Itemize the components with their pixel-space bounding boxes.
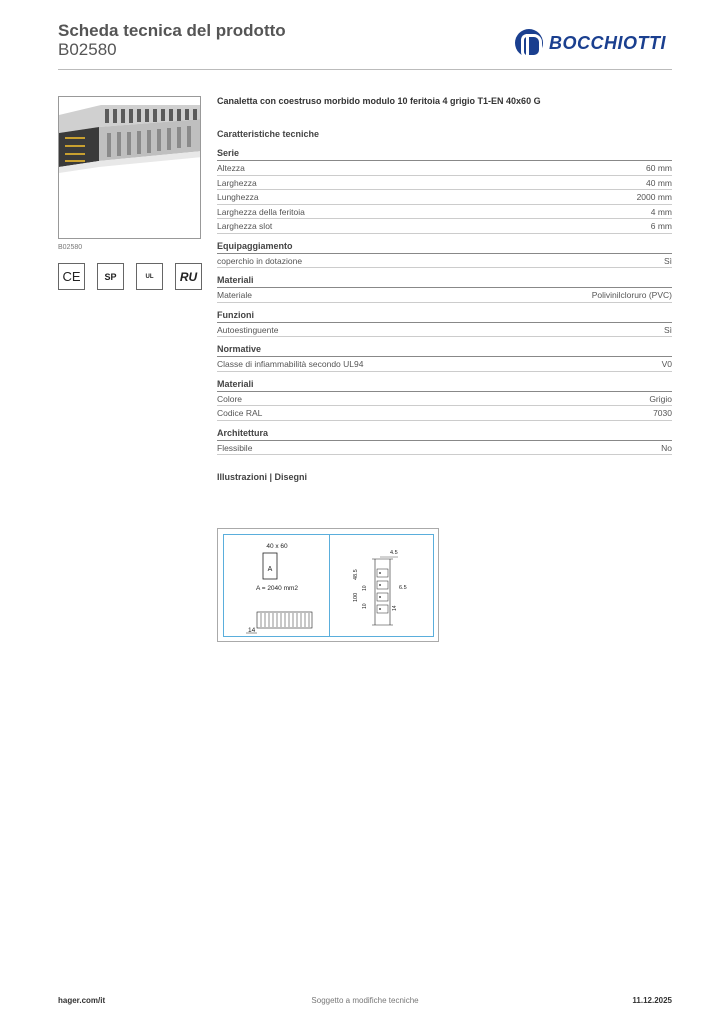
spec-label: Autoestinguente (217, 324, 279, 335)
spec-group-title: Normative (217, 343, 672, 357)
spec-group (217, 274, 672, 303)
spec-value: 2000 mm (636, 192, 672, 202)
dim-total: 100 (353, 592, 359, 602)
spec-group-title: Equipaggiamento (217, 240, 672, 254)
dim-h1: 48.5 (353, 569, 359, 580)
spec-value: 60 mm (646, 163, 672, 173)
dim-small: 10 (362, 603, 368, 609)
ul-listed-icon: UL (136, 263, 163, 290)
spec-row (217, 441, 672, 456)
spec-value: V0 (661, 359, 672, 369)
cable-duct-icon (59, 97, 201, 239)
spec-group (217, 309, 672, 338)
spec-row (217, 219, 672, 234)
spec-row (217, 205, 672, 220)
drawing-size-label: 40 x 60 (266, 543, 288, 550)
spec-group-title: Serie (217, 147, 672, 161)
spec-panel (217, 96, 672, 482)
spec-label: Larghezza slot (217, 221, 273, 231)
spec-label: coperchio in dotazione (217, 255, 303, 266)
spec-row (217, 323, 672, 338)
spec-label: Larghezza (217, 177, 257, 188)
image-caption: B02580 (58, 244, 83, 251)
spec-label: Materiale (217, 290, 252, 300)
spec-row (217, 288, 672, 303)
cross-section-icon (224, 535, 331, 638)
ul-recognized-icon: RU (175, 263, 202, 290)
footer-website[interactable]: hager.com/it (58, 996, 106, 1005)
cross-section-drawing (223, 534, 330, 637)
ce-mark-icon: CE (58, 263, 85, 290)
spec-groups (217, 147, 672, 455)
illustrations-title: Illustrazioni | Disegni (217, 472, 308, 482)
csa-mark-icon: SP (97, 263, 124, 290)
certification-marks (58, 263, 214, 290)
spec-label: Flessibile (217, 442, 253, 453)
spec-group-title: Funzioni (217, 309, 672, 323)
drawings-panel (217, 528, 439, 642)
spec-label: Colore (217, 393, 243, 404)
spec-value: Polivinilcloruro (PVC) (591, 290, 672, 300)
product-description: Canaletta con coestruso morbido modulo 10 feritoia 4 grigio T1-EN 40x60 G (217, 96, 541, 106)
drawing-area-label: A = 2040 mm2 (255, 585, 299, 592)
spec-row (217, 161, 672, 176)
spec-group (217, 378, 672, 421)
dim-mid: 6.5 (399, 585, 407, 591)
spec-label: Classe di infiammabilità secondo UL94 (217, 359, 364, 369)
spec-group (217, 240, 672, 269)
drawing-slot-label: 14 (248, 627, 256, 634)
spec-row (217, 357, 672, 372)
spec-label: Lunghezza (217, 192, 259, 202)
footer-date: 11.12.2025 (632, 996, 672, 1005)
brand-name: BOCCHIOTTI (549, 32, 666, 53)
spec-group-title: Architettura (217, 427, 672, 441)
spec-group (217, 427, 672, 456)
section-title: Caratteristiche tecniche (217, 129, 320, 139)
dim-top: 4.5 (390, 550, 398, 556)
drawing-section-letter: A (267, 566, 273, 573)
spec-label: Altezza (217, 163, 245, 173)
dim-bottom: 10 (362, 585, 368, 591)
spec-label: Codice RAL (217, 408, 263, 418)
product-image (58, 96, 201, 239)
spec-value: Grigio (649, 393, 672, 404)
spec-group-title: Materiali (217, 378, 672, 392)
spec-row (217, 176, 672, 191)
spec-group (217, 147, 672, 234)
dimension-drawing (329, 534, 434, 637)
spec-row (217, 392, 672, 407)
spec-row (217, 254, 672, 269)
page-title: Scheda tecnica del prodotto (58, 21, 286, 40)
dimension-icon (330, 535, 435, 638)
spec-value: 4 mm (650, 206, 672, 217)
spec-group-title: Materiali (217, 274, 672, 288)
spec-value: No (661, 442, 672, 453)
dim-slot: 14 (392, 605, 398, 611)
spec-value: Sì (663, 255, 672, 266)
brand-logo (515, 27, 666, 59)
spec-value: Sì (663, 324, 672, 335)
spec-value: 7030 (653, 408, 672, 418)
page-footer (58, 996, 672, 1012)
spec-value: 40 mm (646, 177, 672, 188)
product-code: B02580 (58, 40, 117, 59)
spec-label: Larghezza della feritoia (217, 206, 305, 217)
bocchiotti-logo-icon (515, 29, 543, 57)
spec-row (217, 190, 672, 205)
spec-row (217, 406, 672, 421)
page-header (58, 20, 672, 70)
spec-value: 6 mm (650, 221, 672, 231)
footer-notice: Soggetto a modifiche tecniche (311, 996, 419, 1005)
spec-group (217, 343, 672, 372)
